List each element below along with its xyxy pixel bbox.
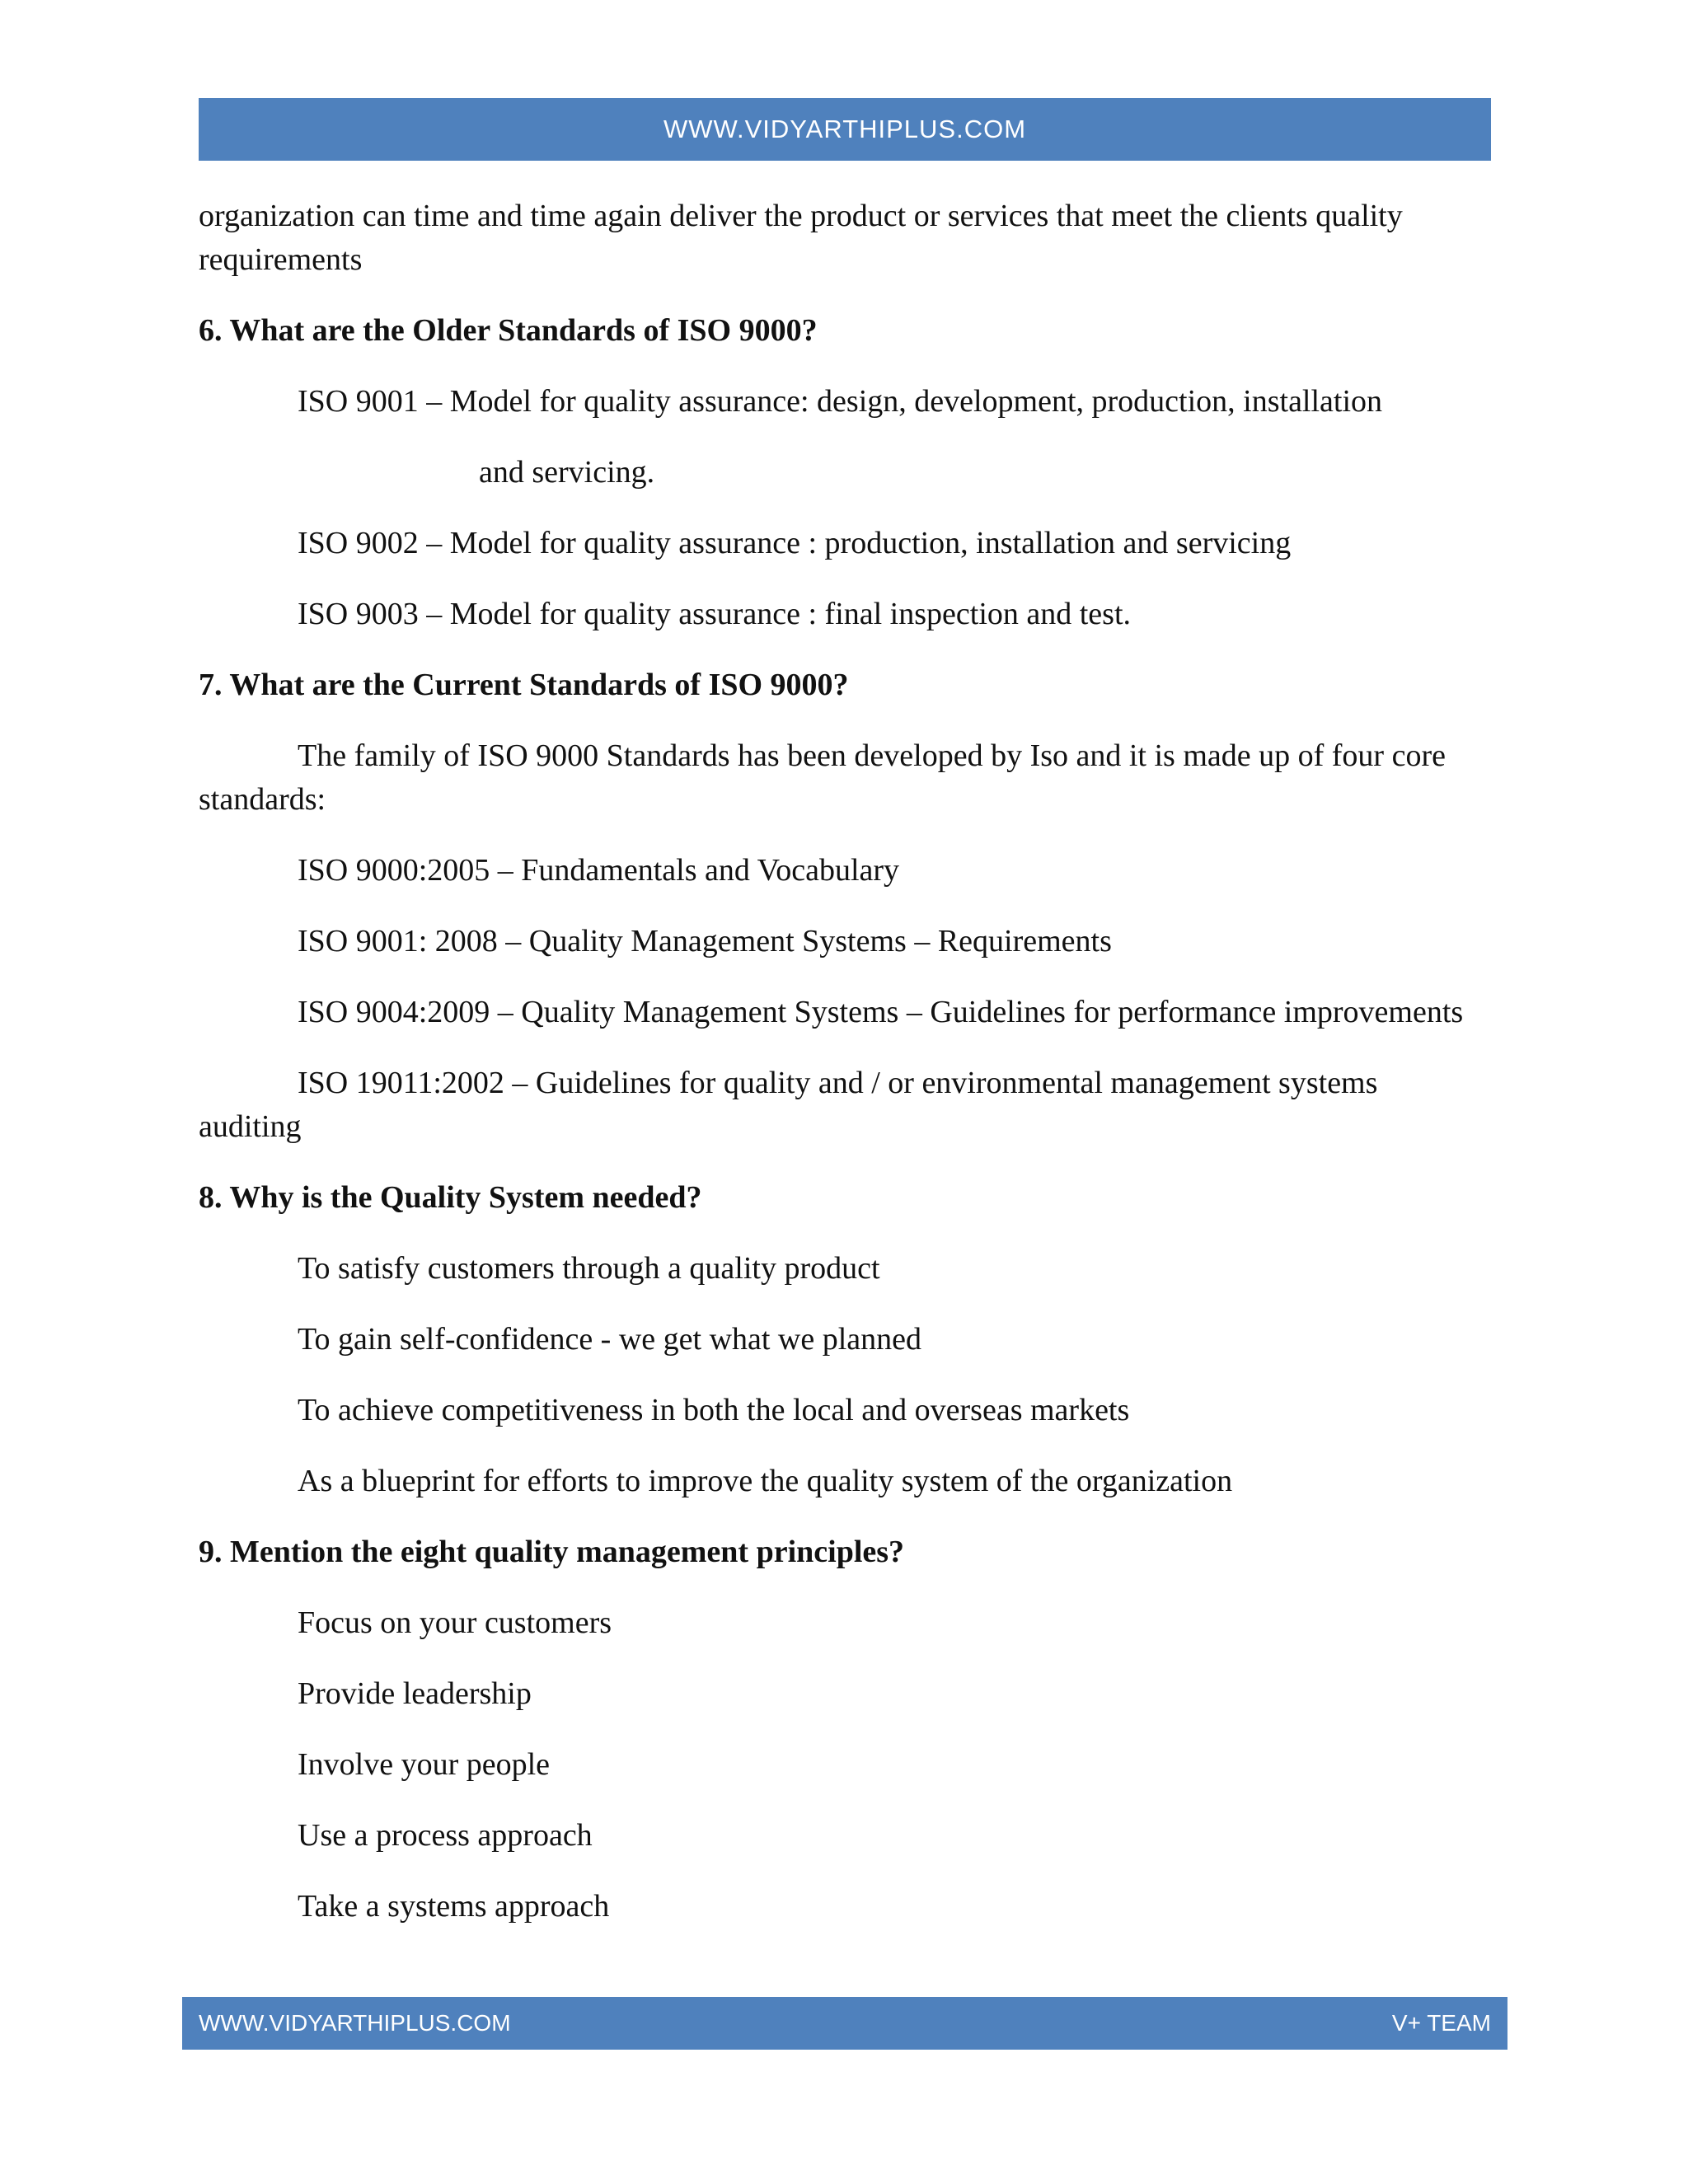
q8-item: As a blueprint for efforts to improve the quality system of the organization [298, 1464, 1233, 1498]
q8-item: To achieve competitiveness in both the local and overseas markets [298, 1393, 1130, 1427]
q8-item: To gain self-confidence - we get what we planned [298, 1322, 922, 1357]
q9-item: Take a systems approach [298, 1889, 610, 1924]
q7-item: ISO 9004:2009 – Quality Management Systems – Guidelines for performance improvements [298, 995, 1464, 1029]
page-footer-band [182, 1997, 1507, 2050]
page-header-band [199, 98, 1491, 161]
footer-site-text: WWW.VIDYARTHIPLUS.COM [199, 2010, 511, 2036]
intro-paragraph: organization can time and time again deliver the product or services that meet the clients quality requirements [199, 199, 1403, 277]
q6-item: ISO 9001 – Model for quality assurance: design, development, production, installation [298, 384, 1383, 419]
header-site-text: WWW.VIDYARTHIPLUS.COM [663, 115, 1027, 143]
question-8-heading: 8. Why is the Quality System needed? [199, 1180, 702, 1215]
q7-item: ISO 9001: 2008 – Quality Management Systems – Requirements [298, 924, 1112, 958]
q9-item: Provide leadership [298, 1676, 532, 1711]
q7-item: ISO 19011:2002 – Guidelines for quality and / or environmental management systems auditing [199, 1066, 1378, 1144]
q9-item: Focus on your customers [298, 1605, 612, 1640]
q9-item: Use a process approach [298, 1818, 593, 1853]
q6-item-continuation: and servicing. [479, 455, 655, 490]
q7-item: ISO 9000:2005 – Fundamentals and Vocabulary [298, 853, 900, 888]
question-7-heading: 7. What are the Current Standards of ISO 9000? [199, 668, 849, 702]
question-9-heading: 9. Mention the eight quality management principles? [199, 1535, 905, 1569]
document-body [199, 194, 1484, 1956]
q7-intro-paragraph: The family of ISO 9000 Standards has been developed by Iso and it is made up of four core standards: [199, 738, 1446, 817]
question-6-heading: 6. What are the Older Standards of ISO 9000? [199, 313, 818, 348]
q8-item: To satisfy customers through a quality product [298, 1251, 880, 1286]
q6-item: ISO 9003 – Model for quality assurance : final inspection and test. [298, 597, 1132, 631]
q6-item: ISO 9002 – Model for quality assurance : production, installation and servicing [298, 526, 1292, 560]
q9-item: Involve your people [298, 1747, 551, 1782]
footer-team-text: V+ TEAM [1391, 2010, 1491, 2036]
